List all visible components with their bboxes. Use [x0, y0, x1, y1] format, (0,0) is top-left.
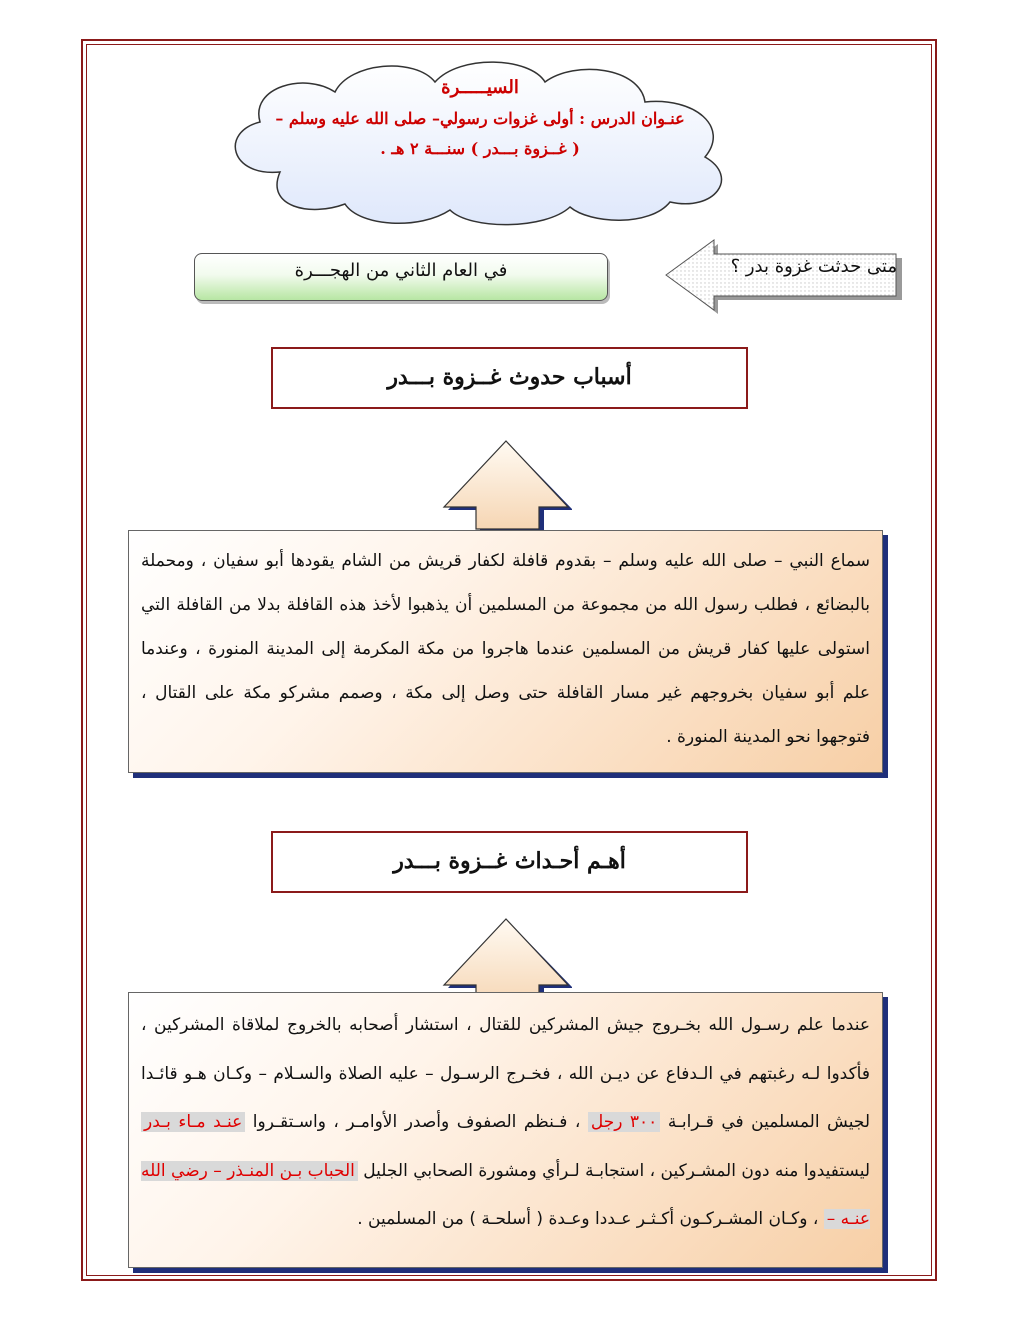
question-text: متى حدثت غزوة بدر ؟ — [730, 256, 897, 277]
battle-title: ( غــزوة بـــدر ) سنـــة ٢ هـ . — [380, 139, 580, 158]
answer-box: في العام الثاني من الهجـــرة — [194, 253, 608, 301]
lesson-title: عنـوان الدرس : أولى غزوات رسولي– صلى الله عليه وسلم – — [275, 109, 685, 128]
events-text-part1: عندما علم رسـول الله بخـروج جيش المشركين للقتال ، استشار أصحابه بالخروج لملاقاة المشركين ، فأكدوا لـه رغبتهم في الـدفاع عن ديـن الله ، فخـرج الرسـول – عليه الصلاة والسـلام – وكـان هـو قائـدا لجيش المسلمين في قـرابـة — [141, 1015, 871, 1132]
causes-heading: أسباب حدوث غــزوة بـــدر — [271, 347, 748, 409]
badr-water-highlight: عنـد مـاء بـدر — [141, 1112, 245, 1132]
events-body — [128, 992, 883, 1268]
events-heading: أهـم أحـداث غــزوة بـــدر — [271, 831, 748, 893]
events-text-part3: ليستفيدوا منه دون المشـركين ، استجابـة لـرأي ومشورة الصحابي الجليل — [363, 1160, 870, 1181]
subject-title: السيـــــرة — [441, 77, 519, 98]
soldiers-count-highlight: ٣٠٠ رجل — [588, 1112, 661, 1132]
events-text-part2: ، فـنظم الصفوف وأصدر الأوامـر ، واسـتقـروا — [252, 1112, 581, 1132]
title-cloud-text — [230, 72, 730, 164]
companion-name-highlight: الحباب بـن المنـذر – رضي الله عنـه – — [141, 1160, 870, 1229]
causes-up-arrow — [440, 439, 572, 531]
causes-body: سماع النبي – صلى الله عليه وسلم – بقدوم قافلة لكفار قريش من الشام يقودها أبو سفيان ، ومحملة بالبضائع ، فطلب رسول الله من مجموعة من المسلمين أن يذهبوا لأخذ هذه القافلة بدلا من القافلة التي استولى عليها كفار قريش من المسلمين عندما هاجروا من مكة المكرمة إلى المدينة المنورة ، وعندما علم أبو سفيان بخروجهم غير مسار القافلة حتى وصل إلى مكة ، وصمم مشركو مكة على القتال ، فتوجهوا نحو المدينة المنورة . — [128, 530, 883, 773]
events-text-part4: ، وكـان المشـركـون أكـثـر عـددا وعـدة ( أسلحـة ) من المسلمين . — [357, 1209, 819, 1229]
